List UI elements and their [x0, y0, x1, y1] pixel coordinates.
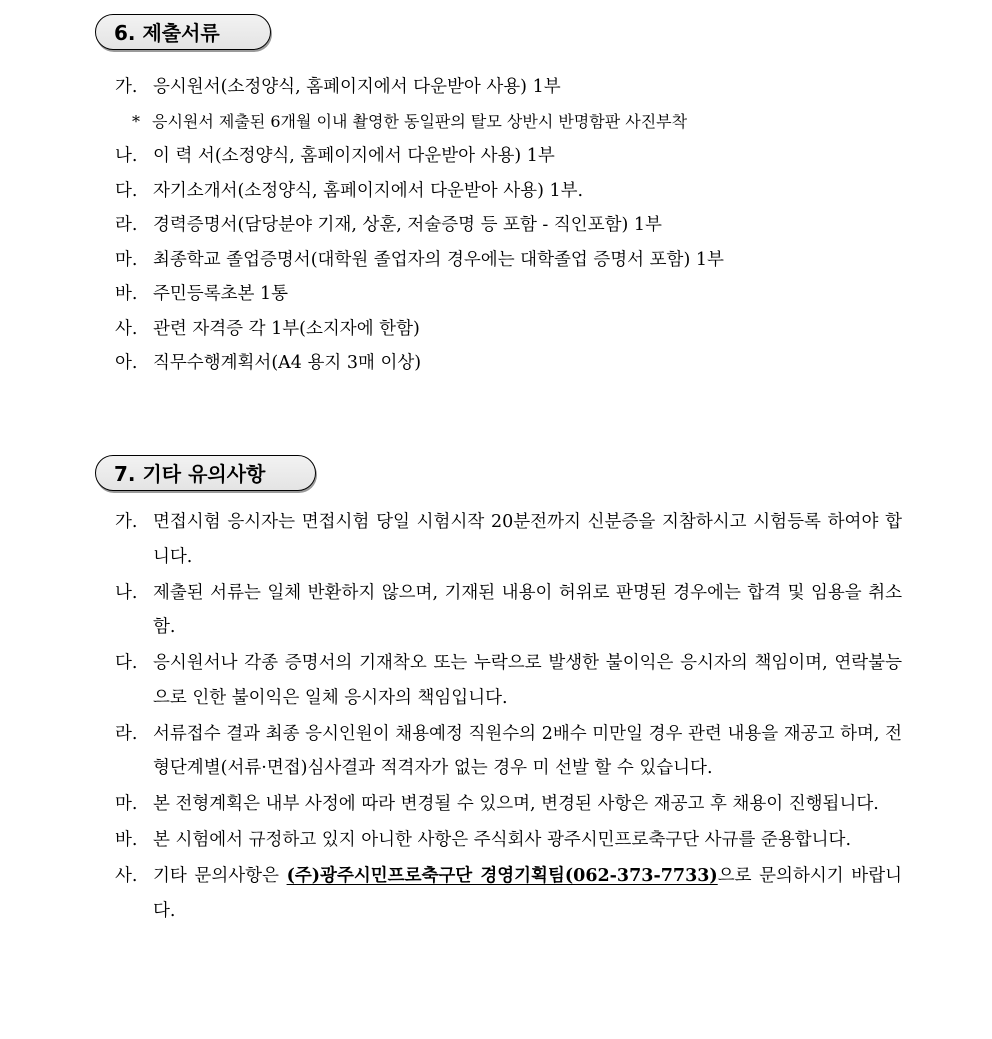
item-marker: 다. [115, 653, 138, 673]
item-marker: 가. [115, 512, 138, 532]
contact-tail-text: 으로 문의하시기 바랍니다. [153, 866, 902, 921]
list-item [115, 139, 724, 174]
item-text: 최종학교 졸업증명서(대학원 졸업자의 경우에는 대학졸업 증명서 포함) 1부 [153, 249, 724, 270]
item-text: 경력증명서(담당분야 기재, 상훈, 저술증명 등 포함 - 직인포함) 1부 [153, 215, 662, 235]
item-text: 주민등록초본 1통 [153, 284, 289, 304]
item-text [153, 859, 902, 928]
list-item [115, 346, 724, 381]
item-marker: 사. [115, 318, 138, 339]
item-marker: 사. [115, 866, 138, 886]
list-item [115, 646, 902, 715]
item-marker: 바. [115, 830, 138, 850]
item-marker: 마. [115, 249, 138, 270]
item-marker: 아. [115, 353, 138, 373]
list-item [115, 208, 724, 243]
item-text: 제출된 서류는 일체 반환하지 않으며, 기재된 내용이 허위로 판명된 경우에는 합격 및 임용을 취소함. [153, 582, 902, 637]
item-marker: 라. [115, 215, 138, 235]
item-text: 응시원서(소정양식, 홈페이지에서 다운받아 사용) 1부 [153, 77, 561, 97]
item-text: 응시원서 제출된 6개월 이내 촬영한 동일판의 탈모 상반시 반명함판 사진부착 [152, 111, 688, 131]
list-item [115, 312, 724, 347]
contact-lead-text: 기타 문의사항은 [153, 866, 287, 886]
list-item [115, 859, 902, 928]
submission-documents-list [115, 70, 724, 381]
list-item [115, 277, 724, 312]
item-text: 서류접수 결과 최종 응시인원이 채용예정 직원수의 2배수 미만일 경우 관련 내용을 재공고 하며, 전형단계별(서류·면접)심사결과 적격자가 없는 경우 미 선발 할 수 있습니다. [153, 723, 902, 778]
list-item [115, 576, 902, 645]
list-item [115, 787, 902, 822]
other-notes-list [115, 505, 902, 930]
item-text: 자기소개서(소정양식, 홈페이지에서 다운받아 사용) 1부. [153, 180, 584, 201]
item-text: 면접시험 응시자는 면접시험 당일 시험시작 20분전까지 신분증을 지참하시고 시험등록 하여야 합니다. [153, 512, 902, 567]
list-item [115, 243, 724, 278]
item-marker: 나. [115, 582, 138, 603]
item-marker: 라. [115, 723, 138, 744]
item-text: 관련 자격증 각 1부(소지자에 한함) [153, 318, 420, 339]
list-item [115, 505, 902, 574]
item-marker: 바. [115, 284, 138, 304]
item-marker: 가. [115, 77, 138, 97]
list-item-note [115, 105, 724, 140]
item-text: 본 전형계획은 내부 사정에 따라 변경될 수 있으며, 변경된 사항은 재공고 후 채용이 진행됩니다. [153, 794, 879, 814]
list-item [115, 823, 902, 858]
list-item [115, 717, 902, 786]
item-marker: 다. [115, 180, 138, 201]
list-item [115, 70, 724, 105]
item-marker: * [132, 111, 140, 131]
item-text: 본 시험에서 규정하고 있지 아니한 사항은 주식회사 광주시민프로축구단 사규를 준용합니다. [153, 830, 852, 850]
contact-info: (주)광주시민프로축구단 경영기획팀(062-373-7733) [286, 866, 718, 886]
item-marker: 마. [115, 794, 138, 814]
item-text: 이 력 서(소정양식, 홈페이지에서 다운받아 사용) 1부 [153, 146, 555, 166]
list-item [115, 174, 724, 209]
item-text: 응시원서나 각종 증명서의 기재착오 또는 누락으로 발생한 불이익은 응시자의 책임이며, 연락불능으로 인한 불이익은 일체 응시자의 책임입니다. [153, 653, 902, 708]
section-7-title: 7. 기타 유의사항 [95, 455, 316, 491]
item-marker: 나. [115, 146, 138, 166]
item-text: 직무수행계획서(A4 용지 3매 이상) [153, 353, 422, 373]
section-6-title: 6. 제출서류 [95, 14, 271, 50]
